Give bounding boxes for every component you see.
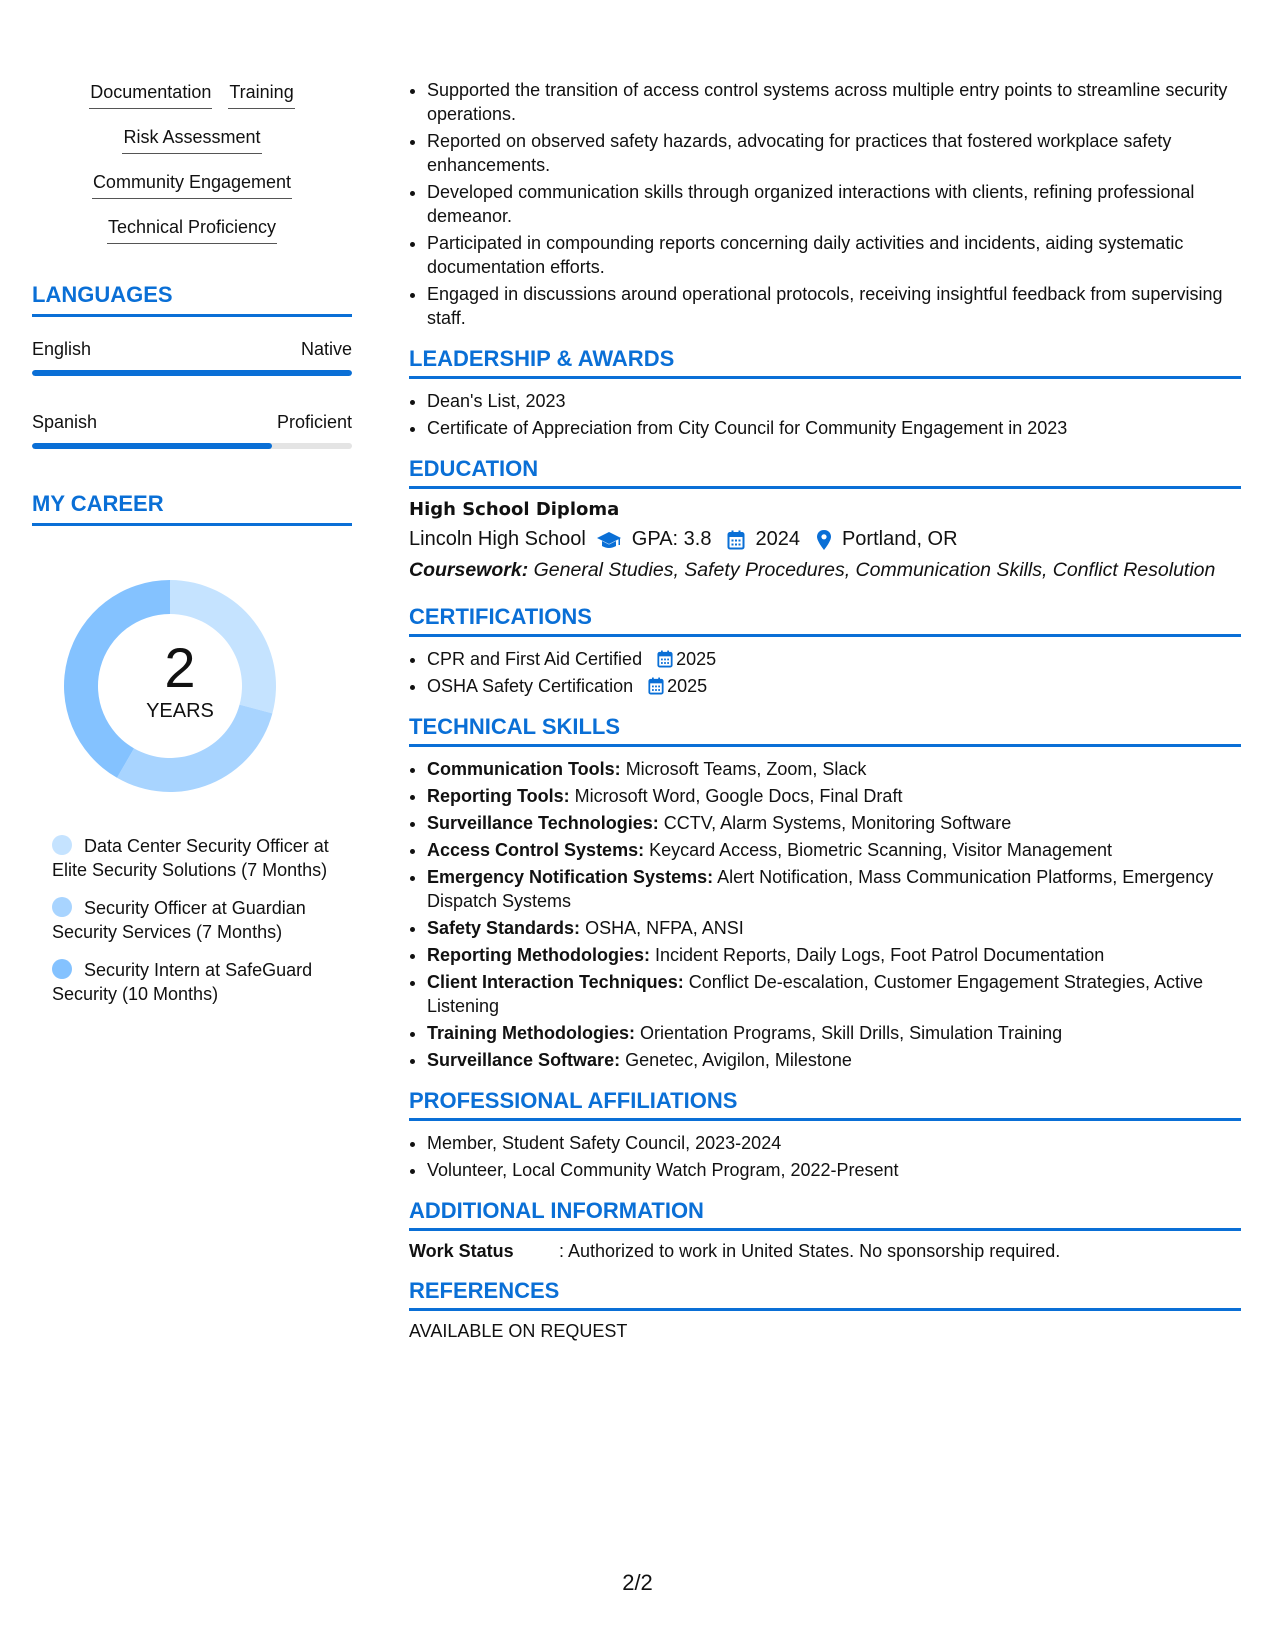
language-name: Spanish: [32, 412, 98, 432]
calendar-icon: [727, 530, 745, 550]
skill-label: Training Methodologies:: [427, 1023, 635, 1043]
education-year: 2024: [755, 528, 800, 550]
skill-label: Communication Tools:: [427, 759, 621, 779]
languages-section: [32, 282, 352, 449]
technical-skills-heading: TECHNICAL SKILLS: [409, 714, 1241, 747]
affiliations-heading: PROFESSIONAL AFFILIATIONS: [409, 1088, 1241, 1121]
affiliation-item: • Volunteer, Local Community Watch Program, 2022-Present: [427, 1158, 1241, 1182]
affiliations-list: [409, 1131, 1241, 1182]
technical-skill-item: [427, 916, 1241, 940]
language-bar: [32, 443, 352, 449]
technical-skill-item: [427, 865, 1241, 913]
calendar-icon: [657, 650, 673, 668]
language-item: [32, 412, 352, 449]
skill-tag-row: [32, 78, 352, 109]
career-donut: [32, 566, 352, 806]
experience-bullet: • Reported on observed safety hazards, advocating for practices that fostered workplace safety enhancements.: [427, 129, 1241, 177]
additional-info-heading: ADDITIONAL INFORMATION: [409, 1198, 1241, 1231]
technical-skill-item: [427, 784, 1241, 808]
language-bar-fill: [32, 370, 352, 376]
leadership-list: [409, 389, 1241, 440]
skill-value: Microsoft Teams, Zoom, Slack: [625, 759, 867, 779]
skill-label: Client Interaction Techniques:: [427, 972, 684, 992]
career-item: [52, 896, 332, 944]
skill-value: Orientation Programs, Skill Drills, Simulation Training: [640, 1023, 1063, 1043]
coursework-label: Coursework:: [409, 559, 529, 581]
work-status-value: : Authorized to work in United States. No sponsorship required.: [559, 1241, 1061, 1261]
skill-label: Surveillance Technologies:: [427, 813, 659, 833]
career-legend-dot: [52, 959, 72, 979]
main-content: [409, 78, 1241, 1342]
career-item-label: Security Intern at SafeGuard Security (10 Months): [52, 960, 313, 1004]
skill-tag: Training: [228, 78, 294, 109]
skill-tag: Community Engagement: [92, 168, 292, 199]
technical-skill-item: [427, 811, 1241, 835]
experience-bullets: [409, 78, 1241, 330]
career-total-number: 2: [164, 636, 196, 699]
certification-year-text: 2025: [667, 676, 708, 696]
career-total-unit: YEARS: [146, 700, 214, 722]
skill-label: Safety Standards:: [427, 918, 581, 938]
education-location: Portland, OR: [841, 528, 958, 550]
technical-skills-list: [409, 757, 1241, 1072]
experience-bullet: • Participated in compounding reports concerning daily activities and incidents, aiding systematic documentation efforts.: [427, 231, 1241, 279]
language-bar-fill: [32, 443, 272, 449]
certification-item: [427, 647, 1241, 671]
experience-bullet: • Developed communication skills through organized interactions with clients, refining professional demeanor.: [427, 180, 1241, 228]
career-legend-dot: [52, 897, 72, 917]
sidebar: [32, 78, 352, 1020]
skill-tag-row: [32, 168, 352, 199]
career-total: [32, 638, 328, 723]
career-section: [32, 491, 352, 1006]
references-heading: REFERENCES: [409, 1278, 1241, 1311]
affiliation-item: • Member, Student Safety Council, 2023-2024: [427, 1131, 1241, 1155]
certification-name: OSHA Safety Certification: [427, 676, 634, 696]
leadership-heading: LEADERSHIP & AWARDS: [409, 346, 1241, 379]
references-text: AVAILABLE ON REQUEST: [409, 1321, 628, 1341]
skill-label: Surveillance Software:: [427, 1050, 621, 1070]
certifications-list: [409, 647, 1241, 698]
technical-skill-item: [427, 838, 1241, 862]
work-status-row: [409, 1241, 1241, 1262]
technical-skill-item: [427, 1021, 1241, 1045]
skill-label: Reporting Tools:: [427, 786, 570, 806]
certifications-heading: CERTIFICATIONS: [409, 604, 1241, 637]
education-details: [409, 528, 1241, 551]
career-heading: MY CAREER: [32, 491, 352, 526]
experience-bullet: • Engaged in discussions around operational protocols, receiving insightful feedback from supervising staff.: [427, 282, 1241, 330]
career-legend-dot: [52, 835, 72, 855]
career-list: [32, 834, 332, 1006]
skill-tag-row: [32, 123, 352, 154]
leadership-item: • Dean's List, 2023: [427, 389, 1241, 413]
skill-value: Conflict De-escalation, Customer Engagement Strategies, Active Listening: [427, 972, 1203, 1016]
coursework-text: General Studies, Safety Procedures, Communication Skills, Conflict Resolution: [533, 559, 1216, 581]
certification-year: [657, 649, 716, 669]
education-school: Lincoln High School: [409, 528, 586, 550]
language-bar: [32, 370, 352, 376]
technical-skill-item: [427, 943, 1241, 967]
skill-tag: Technical Proficiency: [107, 213, 277, 244]
skill-tag-row: [32, 213, 352, 244]
career-item: [52, 958, 332, 1006]
language-name: English: [32, 339, 92, 359]
career-item: [52, 834, 332, 882]
skill-label: Emergency Notification Systems:: [427, 867, 714, 887]
skill-value: OSHA, NFPA, ANSI: [585, 918, 744, 938]
skill-value: Microsoft Word, Google Docs, Final Draft: [574, 786, 903, 806]
certification-name: CPR and First Aid Certified: [427, 649, 643, 669]
education-degree: High School Diploma: [409, 499, 620, 520]
career-item-label: Security Officer at Guardian Security Services (7 Months): [52, 898, 306, 942]
language-item: [32, 339, 352, 376]
skill-value: CCTV, Alarm Systems, Monitoring Software: [663, 813, 1012, 833]
skill-tag: Documentation: [89, 78, 212, 109]
education-gpa: GPA: 3.8: [631, 528, 712, 550]
experience-bullet: • Supported the transition of access control systems across multiple entry points to streamline security operations.: [427, 78, 1241, 126]
graduation-cap-icon: [596, 530, 622, 550]
certification-item: [427, 674, 1241, 698]
certification-year-text: 2025: [676, 649, 717, 669]
technical-skill-item: [427, 757, 1241, 781]
calendar-icon: [648, 677, 664, 695]
location-pin-icon: [816, 529, 832, 551]
skill-value: Genetec, Avigilon, Milestone: [625, 1050, 852, 1070]
skill-value: Incident Reports, Daily Logs, Foot Patrol Documentation: [655, 945, 1105, 965]
page-number: 2/2: [622, 1570, 653, 1595]
career-item-label: Data Center Security Officer at Elite Security Solutions (7 Months): [52, 836, 329, 880]
skill-label: Access Control Systems:: [427, 840, 645, 860]
skill-tag: Risk Assessment: [122, 123, 261, 154]
education-heading: EDUCATION: [409, 456, 1241, 489]
technical-skill-item: [427, 970, 1241, 1018]
skill-label: Reporting Methodologies:: [427, 945, 650, 965]
leadership-item: • Certificate of Appreciation from City Council for Community Engagement in 2023: [427, 416, 1241, 440]
language-level: Proficient: [276, 412, 352, 432]
work-status-label: Work Status: [409, 1241, 514, 1261]
skill-value: Alert Notification, Mass Communication Platforms, Emergency Dispatch Systems: [427, 867, 1214, 911]
technical-skill-item: [427, 1048, 1241, 1072]
education-coursework: [409, 559, 1241, 582]
skill-value: Keycard Access, Biometric Scanning, Visitor Management: [649, 840, 1112, 860]
language-level: Native: [300, 339, 352, 359]
skill-tags: [32, 78, 352, 244]
languages-heading: LANGUAGES: [32, 282, 352, 317]
certification-year: [648, 676, 707, 696]
